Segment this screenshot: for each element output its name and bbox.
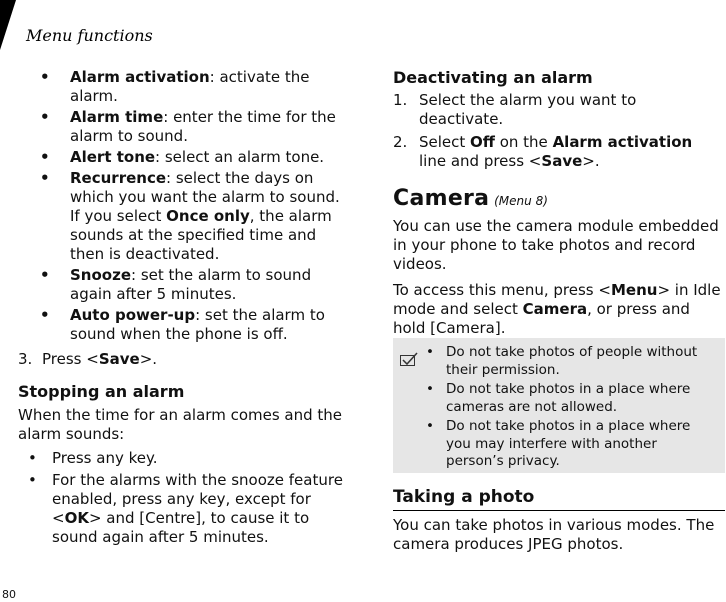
- bullet-icon: •: [426, 418, 434, 434]
- bullet-icon: •: [40, 266, 50, 284]
- bullet-icon: •: [426, 381, 434, 397]
- list-item: • Snooze: set the alarm to sound again after 5 minutes.: [40, 266, 312, 303]
- step-1: 1. Select the alarm you want to deactivate.: [393, 91, 637, 128]
- list-item: • Do not take photos in a place where you may interfere with another person’s privacy.: [426, 418, 691, 469]
- list-item: • Alarm activation: activate the alarm.: [40, 68, 310, 105]
- left-column: [18, 68, 350, 549]
- camera-intro: You can use the camera module embedded in your phone to take photos and record videos.: [393, 217, 719, 273]
- menu-reference: (Menu 8): [494, 194, 548, 208]
- taking-photo-para: You can take photos in various modes. The camera produces JPEG photos.: [393, 516, 715, 553]
- page-title: Camera: [393, 186, 490, 211]
- list-item: • Alarm time: enter the time for the alarm to sound.: [40, 108, 336, 145]
- camera-access: To access this menu, press <Menu> in Idle mode and select Camera, or press and hold [Camera].: [393, 281, 721, 337]
- bullet-icon: •: [40, 148, 50, 166]
- heading-stopping-alarm: Stopping an alarm: [18, 382, 185, 401]
- checkbox-check-icon: [400, 352, 418, 366]
- list-item: • Recurrence: select the days on which you want the alarm to sound. If you select Once only, the alarm sounds at the specified time and then is deactivated.: [40, 169, 340, 263]
- heading-taking-photo: Taking a photo: [393, 487, 725, 511]
- bullet-icon: •: [40, 108, 50, 126]
- camera-heading: [393, 186, 723, 211]
- note-box: [393, 338, 725, 473]
- list-item: • Do not take photos in a place where cameras are not allowed.: [426, 381, 691, 415]
- step-2: 2. Select Off on the Alarm activation line and press <Save>.: [393, 133, 693, 170]
- list-item: • Press any key.: [28, 449, 158, 467]
- list-item: • For the alarms with the snooze feature enabled, press any key, except for <OK> and [Centre], to cause it to sound again after 5 minutes.: [28, 471, 343, 546]
- bullet-icon: •: [40, 68, 50, 86]
- bullet-icon: •: [426, 344, 434, 360]
- bullet-icon: •: [28, 471, 37, 489]
- section-title: Menu functions: [26, 26, 153, 45]
- bullet-icon: •: [28, 449, 37, 467]
- note-list: [421, 344, 717, 473]
- bullet-icon: •: [40, 306, 50, 324]
- stopping-list: [18, 449, 350, 547]
- step-3: 3. Press <Save>.: [18, 350, 158, 368]
- bullet-icon: •: [40, 169, 50, 187]
- header-slash-decoration: [0, 0, 16, 50]
- list-item: • Do not take photos of people without their permission.: [426, 344, 698, 378]
- right-column: [393, 68, 723, 338]
- page-number: 80: [2, 588, 16, 601]
- list-item: • Alert tone: select an alarm tone.: [40, 148, 325, 166]
- list-item: • Auto power-up: set the alarm to sound when the phone is off.: [40, 306, 325, 343]
- heading-deactivating-alarm: Deactivating an alarm: [393, 68, 593, 87]
- stopping-intro: When the time for an alarm comes and the alarm sounds:: [18, 406, 343, 443]
- alarm-options-list: [18, 68, 350, 344]
